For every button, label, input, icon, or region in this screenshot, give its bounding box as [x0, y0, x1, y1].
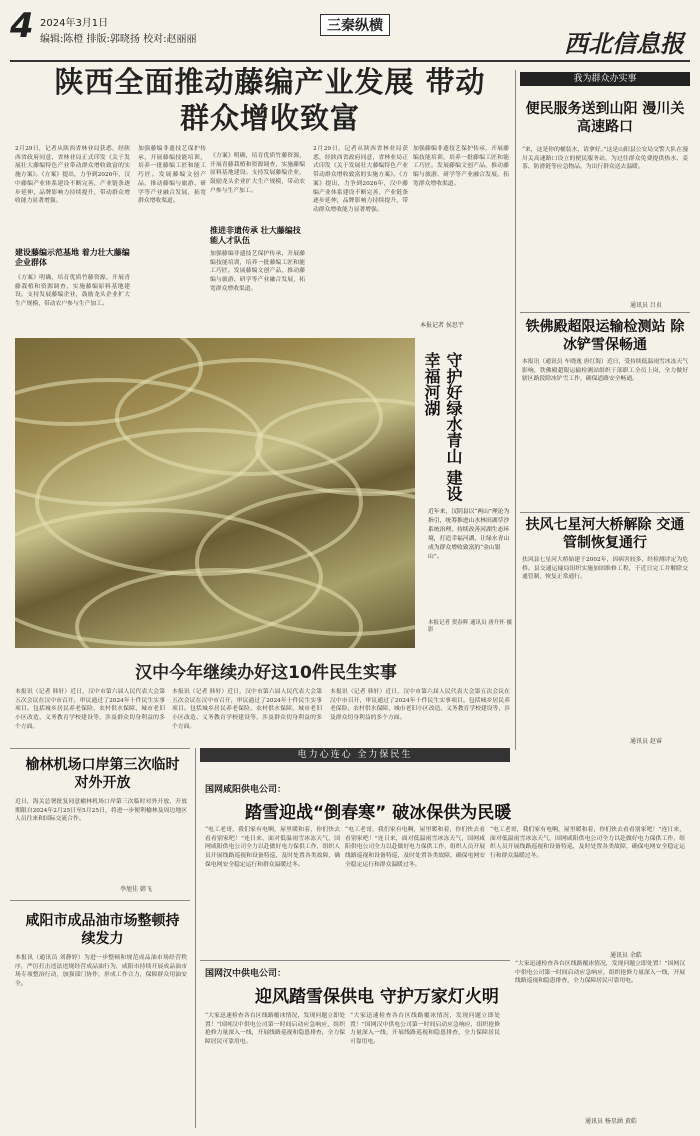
story2-headline: 迎风踏雪保供电 守护万家灯火明: [255, 987, 499, 1007]
row-divider: [10, 748, 190, 749]
lead-body-2: 《方案》明确，培育优质竹藤资源，开展青藤栽植和资源调查，实施藤编原料基地建设。支持发展藤编企业，鼓励龙头企业扩大生产规模，带动农户参与生产加工。: [15, 275, 130, 308]
sidebar-divider-2: [520, 512, 690, 513]
story1-body-2: “电工老哥，我们家有电啊，屋里暖和着，你们快去看看别家吧！”连日来，面对低温雨雪冰冻天气，国网咸阳供电公司全力以赴做好电力保供工作，组织人员开展线路巡视和设备特巡，及时处置各类故障，确保电网安全稳定运行和群众温暖过冬。: [345, 827, 485, 868]
newspaper-logo: 西北信息报: [564, 29, 684, 58]
issue-date: 2024年3月1日: [40, 18, 109, 29]
column-divider-lower: [195, 748, 196, 1128]
sidebar-story3-headline: 扶风七星河大桥解除 交通管制恢复通行: [525, 517, 685, 551]
masthead: [10, 6, 690, 62]
electric-banner: 电力心连心 全力保民生: [200, 748, 510, 762]
hanzhong-body-2: 本报讯（记者 韩轩）近日，汉中市第六届人民代表大会第五次会议在汉中市召开，审议通过了2024年十件民生实事项目。包括城乡居民养老保险、农村供水保障、城市老旧小区改造、义务教育学校建设等，涉及群众切身利益的多个方面。: [172, 689, 322, 730]
story1-headline: 踏雪迎战“倒春寒” 破冰保供为民暖: [245, 803, 512, 823]
row-divider-2: [10, 900, 190, 901]
sidebar-story1-headline: 便民服务送到山阳 漫川关高速路口: [525, 101, 685, 135]
lead-headline: 陕西全面推动藤编产业发展 带动群众增收致富: [54, 65, 486, 135]
lead-subhead-2: 推进非遗传承 壮大藤编技能人才队伍: [210, 226, 301, 245]
sidebar-story3-byline: 通讯员 赵睿: [630, 738, 662, 745]
sidebar-story1-byline: 通讯员 吕贞: [630, 302, 662, 309]
story1-byline: 通讯员 余皓: [610, 952, 642, 959]
story1-org: 国网咸阳供电公司：: [205, 785, 287, 795]
lead-body-col3: 《方案》明确，培育优质竹藤资源，开展青藤栽植和资源调查，实施藤编原料基地建设。支持发展藤编企业，鼓励龙头企业扩大生产规模，带动农户参与生产加工。: [210, 153, 305, 194]
electric-divider: [200, 960, 510, 961]
section-name: 三秦纵横: [320, 14, 390, 36]
xianyang-headline: 咸阳市成品油市场整顿持续发力: [25, 913, 180, 947]
lead-body-col5: 加强藤编非遗技艺保护传承，开展藤编技能培训，培养一批藤编工匠和能工巧匠。发展藤编文创产品，推动藤编与旅游、研学等产业融合发展，拓宽群众增收渠道。: [413, 146, 509, 187]
sidebar-story2-body: 本报讯（通讯员 车晓逸 唐红海）近日，受持续低温雨雪冰冻天气影响，铁佛殿超限运输检测站组织干部职工全员上岗，全力做好辖区路段除冰铲雪工作，确保道路安全畅通。: [522, 359, 688, 383]
sidebar-banner: 我为群众办实事: [520, 72, 690, 86]
page-number: 4: [10, 6, 34, 46]
story2-body-3: “大家迅速检查各台区线路覆冰情况，发现问题立即处置！”国网汉中供电公司第一时间启动应急响应，组织抢修力量深入一线，开展线路巡视和隐患排查，全力保障居民可靠用电。: [515, 961, 685, 985]
story2-body-2: “大家迅速检查各台区线路覆冰情况，发现问题立即处置！”国网汉中供电公司第一时间启动应急响应，组织抢修力量深入一线，开展线路巡视和隐患排查，全力保障居民可靠用电。: [350, 1013, 500, 1046]
yulin-headline: 榆林机场口岸第三次临时对外开放: [25, 757, 180, 791]
story1-body-1: “电工老哥，我们家有电啊，屋里暖和着，你们快去看看别家吧！”连日来，面对低温雨雪冰冻天气，国网咸阳供电公司全力以赴做好电力保供工作，组织人员开展线路巡视和设备特巡，及时处置各类故障，确保电网安全稳定运行和群众温暖过冬。: [205, 827, 340, 868]
story1-body-3: “电工老哥，我们家有电啊，屋里暖和着，你们快去看看别家吧！”连日来，面对低温雨雪冰冻天气，国网咸阳供电公司全力以赴做好电力保供工作，组织人员开展线路巡视和设备特巡，及时处置各类故障，确保电网安全稳定运行和群众温暖过冬。: [490, 827, 685, 860]
sidebar-story1-body: “来，这是你的桶装水，请拿好。”这是山阳县公安局交警大队在漫川关高速路口设立的便民服务站，为过往群众免费提供热水、姜茶、防滑链等应急物品，为出行群众送去温暖。: [522, 147, 688, 171]
yulin-body: 近日，海关总署批复同意榆林机场口岸第三次临时对外开放，开放期限自2024年2月25日至5月25日，将进一步便利榆林及周边地区人员往来和国际交流合作。: [15, 799, 187, 823]
sidebar-divider-1: [520, 312, 690, 313]
editor-credits: 编辑:陈橙 排版:郭晓扬 校对:赵丽丽: [40, 34, 197, 45]
lead-byline: 本报记者 侯思宇: [420, 322, 464, 329]
yulin-byline: 李旭佳 韩飞: [120, 886, 152, 893]
photo-story-title: 守护好绿水青山 建设幸福河湖: [422, 352, 463, 502]
column-divider: [515, 70, 516, 750]
lead-body-col3b: 加强藤编非遗技艺保护传承，开展藤编技能培训，培养一批藤编工匠和能工巧匠。发展藤编文创产品，推动藤编与旅游、研学等产业融合发展，拓宽群众增收渠道。: [210, 251, 305, 292]
story2-org: 国网汉中供电公司：: [205, 969, 287, 979]
photo-credit: 本报记者 贺春辉 通讯员 唐升怀 摄影: [428, 620, 512, 633]
story2-byline: 通讯员 杨星涵 黄皓: [585, 1118, 637, 1125]
lead-body-1: 2月29日，记者从陕西省林业局获悉，经陕西省政府同意，省林业局正式印发《关于发展壮大藤编特色产业带动群众增收致富的实施方案》。《方案》提出，力争到2026年，汉中藤编产业体系建设不断完善，产业链条逐步延伸，品牌影响力持续提升，带动群众增收能力显著增强。: [15, 146, 130, 205]
hanzhong-body-3: 本报讯（记者 韩轩）近日，汉中市第六届人民代表大会第五次会议在汉中市召开，审议通过了2024年十件民生实事项目。包括城乡居民养老保险、农村供水保障、城市老旧小区改造、义务教育学校建设等，涉及群众切身利益的多个方面。: [330, 689, 510, 722]
hanzhong-body-1: 本报讯（记者 韩轩）近日，汉中市第六届人民代表大会第五次会议在汉中市召开，审议通过了2024年十件民生实事项目。包括城乡居民养老保险、农村供水保障、城市老旧小区改造、义务教育学校建设等，涉及群众切身利益的多个方面。: [15, 689, 165, 730]
hanzhong-headline: 汉中今年继续办好这10件民生实事: [135, 663, 397, 683]
story2-body-1: “大家迅速检查各台区线路覆冰情况，发现问题立即处置！”国网汉中供电公司第一时间启动应急响应，组织抢修力量深入一线，开展线路巡视和隐患排查，全力保障居民可靠用电。: [205, 1013, 345, 1046]
terrace-photo: [15, 338, 415, 648]
xianyang-body: 本报讯（通讯员 刘静婷）为进一步整顿和规范成品油市场经营秩序，严厉打击违法违规经营成品油行为，咸阳市持续开展成品油市场专项整治行动，加强部门协作，形成工作合力，保障群众用油安全。: [15, 955, 187, 988]
sidebar-story2-headline: 铁佛殿超限运输检测站 除冰铲雪保畅通: [525, 319, 685, 353]
sidebar-story3-body: 扶风县七星河大桥始建于2002年，因病害较多，经检测评定为危桥。县交通运输局组织实施加固维修工程，于近日完工并解除交通管制，恢复正常通行。: [522, 557, 688, 581]
lead-body-3: 加强藤编非遗技艺保护传承，开展藤编技能培训，培养一批藤编工匠和能工巧匠。发展藤编文创产品，推动藤编与旅游、研学等产业融合发展，拓宽群众增收渠道。: [138, 146, 206, 205]
lead-subhead-1: 建设藤编示范基地 着力壮大藤编企业群体: [15, 248, 130, 267]
lead-body-col4: 2月29日，记者从陕西省林业局获悉，经陕西省政府同意，省林业局正式印发《关于发展壮大藤编特色产业带动群众增收致富的实施方案》。《方案》提出，力争到2026年，汉中藤编产业体系建设不断完善，产业链条逐步延伸，品牌影响力持续提升，带动群众增收能力显著增强。: [313, 146, 408, 213]
photo-caption: 近年来，汉阴县以“两山”理论为指引，统筹推进山水林田湖草沙系统治理，持续改善河湖生态环境，打造幸福河湖，让绿水青山成为群众增收致富的“金山银山”。: [428, 509, 510, 560]
